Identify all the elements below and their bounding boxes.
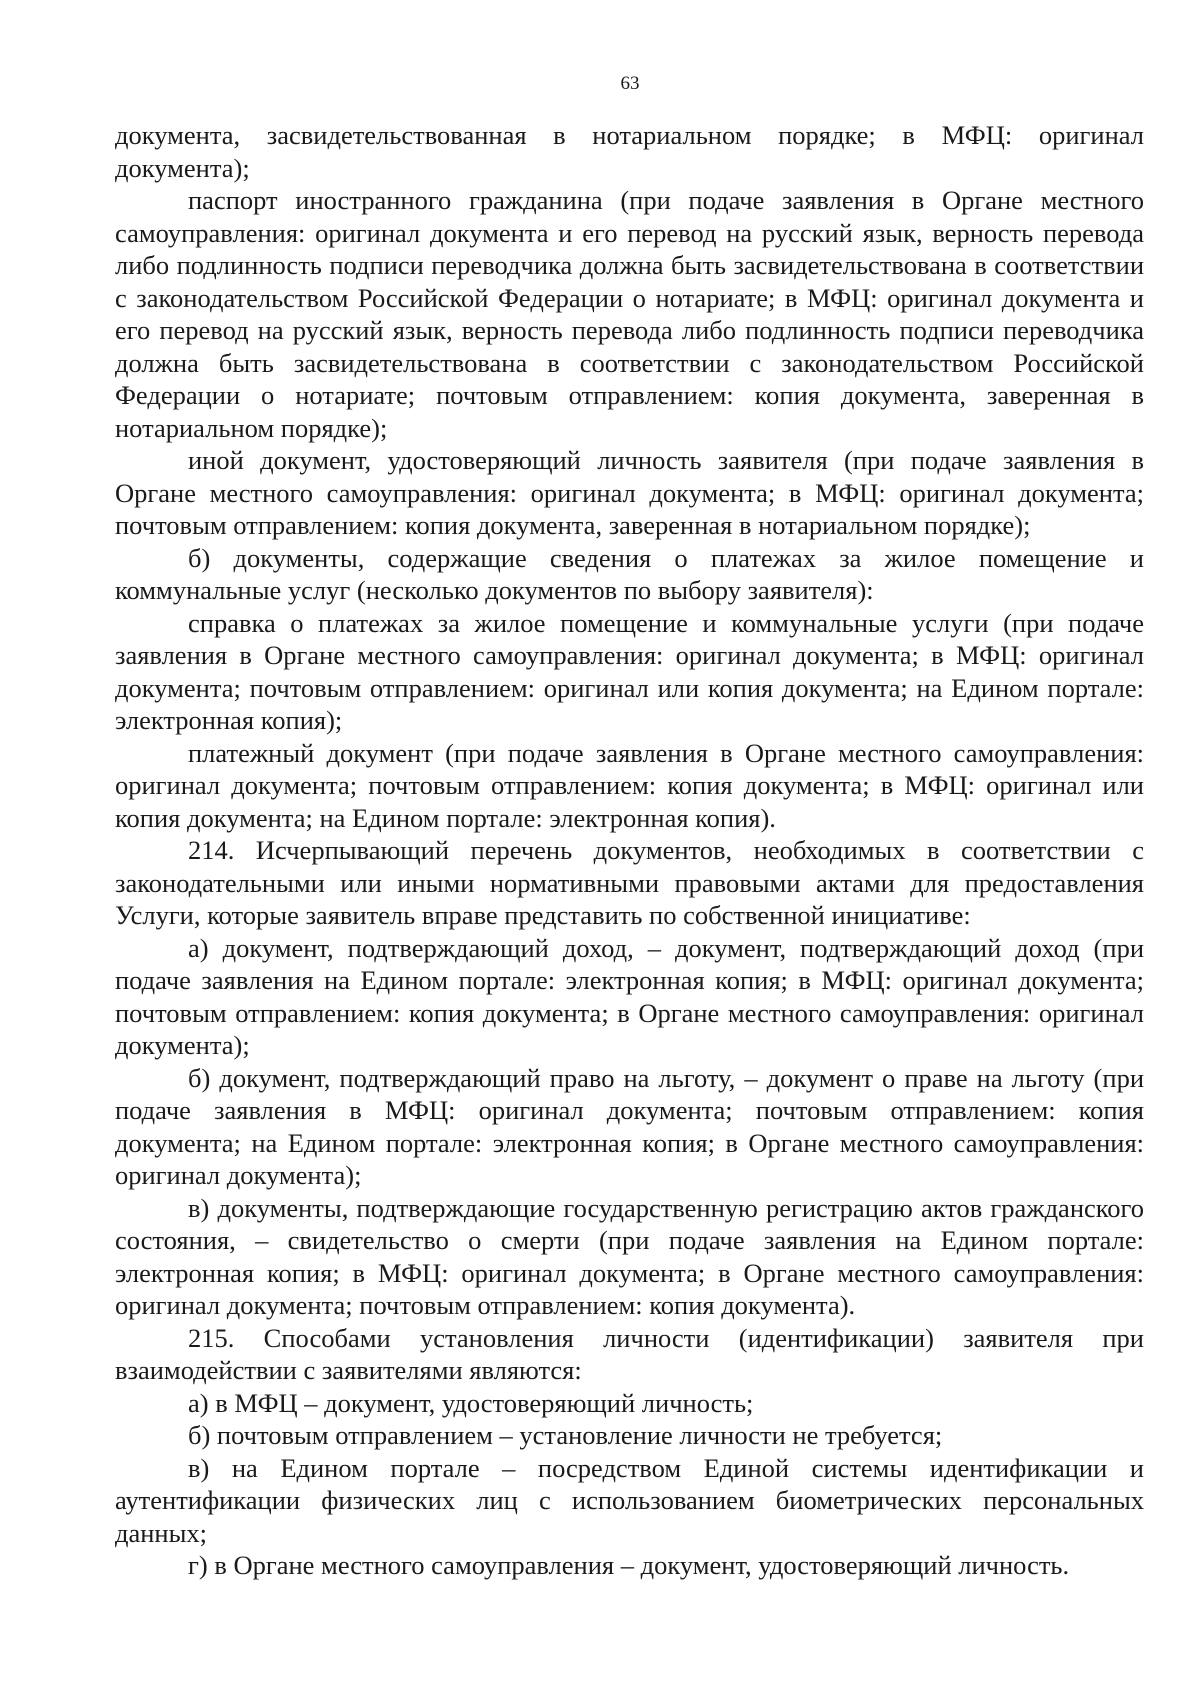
paragraph-215-g-local-authority: г) в Органе местного самоуправления – документ, удостоверяющий личность. [188,1550,1070,1580]
paragraph-continuation: документа, засвидетельствованная в нотариальном порядке; в МФЦ: оригинал документа); [115,120,1144,183]
paragraph-item-b-payment-documents: б) документы, содержащие сведения о платежах за жилое помещение и коммунальные услуг (несколько документов по выбору заявителя): [115,542,1144,605]
paragraph-214-a-income: а) документ, подтверждающий доход, – документ, подтверждающий доход (при подаче заявления на Едином портале: электронная копия; в МФЦ: оригинал документа; почтовым отправлением: копия документа; в Органе местного самоуправления: оригинал документа); [115,932,1144,1060]
paragraph-payment-document: платежный документ (при подаче заявления в Органе местного самоуправления: оригинал документа; почтовым отправлением: копия документа; в МФЦ: оригинал или копия документа; на Едином портале: электронная копия). [115,737,1144,833]
paragraph-214-b-benefit: б) документ, подтверждающий право на льготу, – документ о праве на льготу (при подаче заявления в МФЦ: оригинал документа; почтовым отправлением: копия документа; на Едином портале: электронная копия; в Органе местного самоуправления: оригинал документа); [115,1062,1144,1190]
paragraph-foreign-passport: паспорт иностранного гражданина (при подаче заявления в Органе местного самоуправления: оригинал документа и его перевод на русский язык, верность перевода либо подлинность подписи переводчика должна быть засвидетельствована в соответствии с законодательством Российской Федерации о нотариате; в МФЦ: оригинал документа и его перевод на русский язык, верность перевода либо подлинность подписи переводчика должна быть засвидетельствована в соответствии с законодательством Российской Федерации о нотариате; почтовым отправлением: копия документа, заверенная в нотариальном порядке); [115,185,1144,443]
paragraph-section-214: 214. Исчерпывающий перечень документов, необходимых в соответствии с законодательными или иными нормативными правовыми актами для предоставления Услуги, которые заявитель вправе представить по собственной инициативе: [115,835,1144,930]
paragraph-214-v-civil-registration: в) документы, подтверждающие государственную регистрацию актов гражданского состояния, – свидетельство о смерти (при подаче заявления на Едином портале: электронная копия; в МФЦ: оригинал документа; в Органе местного самоуправления: оригинал документа; почтовым отправлением: копия документа). [115,1192,1144,1320]
paragraph-section-215: 215. Способами установления личности (идентификации) заявителя при взаимодействии с заявителями являются: [115,1322,1144,1385]
page-number: 63 [620,73,640,94]
paragraph-215-v-portal: в) на Едином портале – посредством Единой системы идентификации и аутентификации физических лиц с использованием биометрических персональных данных; [115,1452,1144,1548]
document-body [115,119,1144,1582]
paragraph-other-identity-document: иной документ, удостоверяющий личность заявителя (при подаче заявления в Органе местного самоуправления: оригинал документа; в МФЦ: оригинал документа; почтовым отправлением: копия документа, заверенная в нотариальном порядке); [115,445,1144,540]
paragraph-215-a-mfc: а) в МФЦ – документ, удостоверяющий личность; [188,1387,754,1418]
paragraph-payment-certificate: справка о платежах за жилое помещение и коммунальные услуги (при подаче заявления в Органе местного самоуправления: оригинал документа; в МФЦ: оригинал документа; почтовым отправлением: оригинал или копия документа; на Едином портале: электронная копия); [115,607,1144,735]
paragraph-215-b-postal: б) почтовым отправлением – установление личности не требуется; [188,1420,943,1450]
